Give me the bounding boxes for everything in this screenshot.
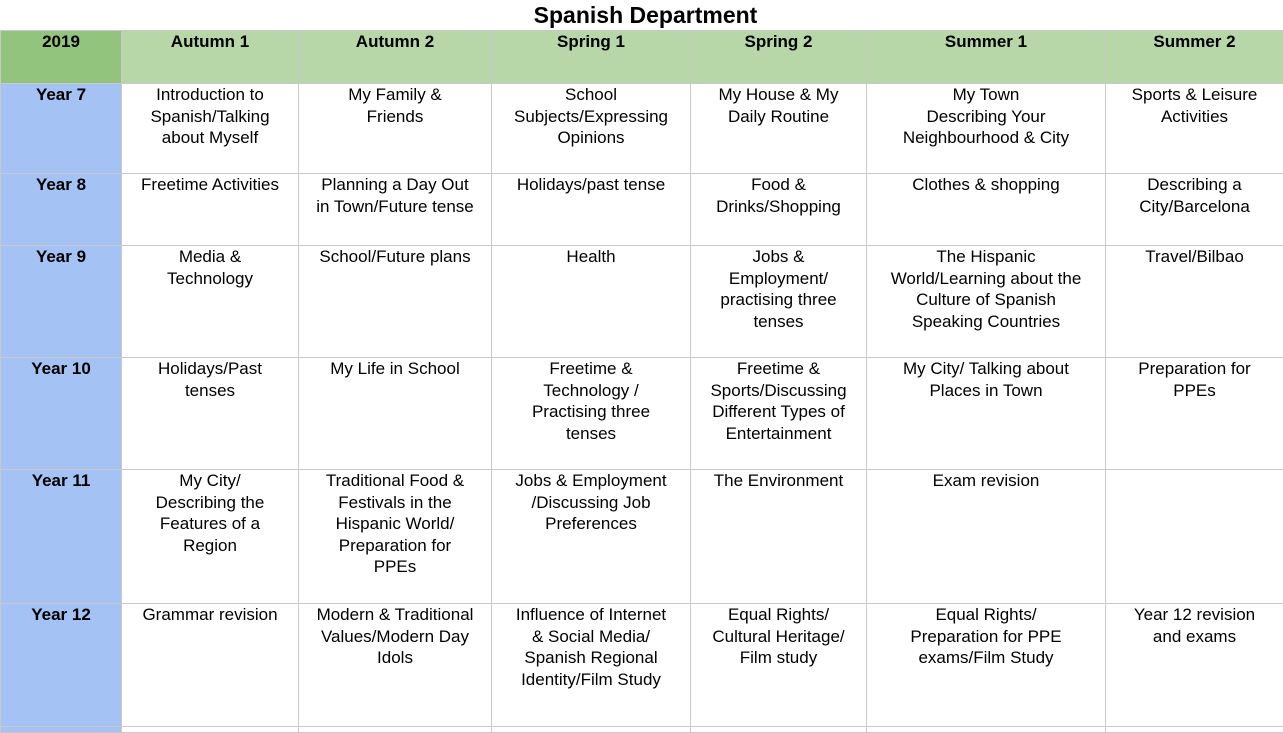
curriculum-table <box>0 30 1283 733</box>
table-cell[interactable] <box>299 246 492 358</box>
table-cell <box>299 727 492 733</box>
table-row <box>1 246 1283 358</box>
table-cell[interactable] <box>122 174 299 246</box>
cell-text: Freetime & Sports/Discussing Different Types of Entertainment <box>710 359 846 443</box>
table-cell[interactable] <box>492 604 691 727</box>
cell-text: Sports & Leisure Activities <box>1132 85 1258 126</box>
cell-text: My House & My Daily Routine <box>719 85 839 126</box>
cell-text: Freetime & Technology / Practising three tenses <box>532 359 650 443</box>
table-cell[interactable] <box>691 470 867 604</box>
cell-text: Equal Rights/ Cultural Heritage/ Film study <box>712 605 844 667</box>
cell-text: Influence of Internet & Social Media/ Spanish Regional Identity/Film Study <box>516 605 666 689</box>
row-header-year[interactable]: Year 8 <box>1 174 122 246</box>
cell-text: Equal Rights/ Preparation for PPE exams/Film Study <box>910 605 1061 667</box>
cell-text: My City/ Talking about Places in Town <box>903 359 1069 400</box>
table-cell[interactable] <box>1106 246 1283 358</box>
cell-text: Clothes & shopping <box>912 175 1059 194</box>
table-cell[interactable] <box>1106 84 1283 174</box>
cell-text: Exam revision <box>933 471 1040 490</box>
cell-text: Traditional Food & Festivals in the Hispanic World/ Preparation for PPEs <box>326 471 464 576</box>
term-header-autumn-2[interactable]: Autumn 2 <box>299 31 492 84</box>
cell-text: Modern & Traditional Values/Modern Day Idols <box>317 605 474 667</box>
table-cell <box>1106 727 1283 733</box>
table-cell[interactable] <box>1106 358 1283 470</box>
table-cell[interactable] <box>299 174 492 246</box>
cell-text: Jobs & Employment /Discussing Job Preferences <box>515 471 666 533</box>
cell-text: My Life in School <box>330 359 459 378</box>
table-cell[interactable] <box>299 470 492 604</box>
table-cell[interactable] <box>122 470 299 604</box>
cell-text: Holidays/Past tenses <box>158 359 262 400</box>
cell-text: The Environment <box>714 471 843 490</box>
row-header-empty <box>1 727 122 733</box>
table-row <box>1 84 1283 174</box>
row-header-year[interactable]: Year 11 <box>1 470 122 604</box>
table-cell[interactable] <box>492 84 691 174</box>
page-title: Spanish Department <box>0 0 1283 30</box>
table-cell[interactable] <box>492 246 691 358</box>
term-header-spring-1[interactable]: Spring 1 <box>492 31 691 84</box>
cell-text: My Family & Friends <box>348 85 442 126</box>
table-cell[interactable] <box>691 174 867 246</box>
table-cell[interactable] <box>691 246 867 358</box>
table-cell[interactable] <box>867 358 1106 470</box>
term-header-spring-2[interactable]: Spring 2 <box>691 31 867 84</box>
cell-text: The Hispanic World/Learning about the Culture of Spanish Speaking Countries <box>891 247 1082 331</box>
table-cell[interactable] <box>867 604 1106 727</box>
table-row <box>1 358 1283 470</box>
table-cell <box>122 727 299 733</box>
term-header-summer-1[interactable]: Summer 1 <box>867 31 1106 84</box>
cell-text: Introduction to Spanish/Talking about Myself <box>150 85 269 147</box>
table-cell[interactable] <box>1106 174 1283 246</box>
table-cell[interactable] <box>122 604 299 727</box>
table-cell[interactable] <box>1106 470 1283 604</box>
row-header-year[interactable]: Year 7 <box>1 84 122 174</box>
table-cell[interactable] <box>122 84 299 174</box>
table-cell[interactable] <box>1106 604 1283 727</box>
cell-text: Media & Technology <box>167 247 253 288</box>
cell-text: Freetime Activities <box>141 175 279 194</box>
term-header-autumn-1[interactable]: Autumn 1 <box>122 31 299 84</box>
cell-text: Holidays/past tense <box>517 175 665 194</box>
cell-text: Food & Drinks/Shopping <box>716 175 841 216</box>
table-cell[interactable] <box>867 84 1106 174</box>
table-row <box>1 470 1283 604</box>
table-cell <box>691 727 867 733</box>
cell-text: Travel/Bilbao <box>1145 247 1244 266</box>
cell-text: Jobs & Employment/ practising three tenses <box>720 247 836 331</box>
cell-text: Planning a Day Out in Town/Future tense <box>316 175 474 216</box>
table-cell[interactable] <box>691 358 867 470</box>
table-cell[interactable] <box>867 470 1106 604</box>
term-header-summer-2[interactable]: Summer 2 <box>1106 31 1283 84</box>
row-header-year[interactable]: Year 9 <box>1 246 122 358</box>
table-row <box>1 174 1283 246</box>
table-cell <box>492 727 691 733</box>
table-cell[interactable] <box>691 604 867 727</box>
table-cell <box>867 727 1106 733</box>
table-cell[interactable] <box>122 246 299 358</box>
table-cell[interactable] <box>867 246 1106 358</box>
table-cell[interactable] <box>299 84 492 174</box>
table-row <box>1 604 1283 727</box>
table-row <box>1 727 1283 733</box>
cell-text: My City/ Describing the Features of a Region <box>156 471 265 555</box>
cell-text: Describing a City/Barcelona <box>1139 175 1250 216</box>
table-cell[interactable] <box>867 174 1106 246</box>
table-cell[interactable] <box>492 470 691 604</box>
cell-text: Health <box>566 247 615 266</box>
table-cell[interactable] <box>122 358 299 470</box>
cell-text: Year 12 revision and exams <box>1134 605 1255 646</box>
table-cell[interactable] <box>299 604 492 727</box>
year-header-cell[interactable]: 2019 <box>1 31 122 84</box>
row-header-year[interactable]: Year 10 <box>1 358 122 470</box>
cell-text: My Town Describing Your Neighbourhood & City <box>903 85 1069 147</box>
header-row <box>1 31 1283 84</box>
table-cell[interactable] <box>492 358 691 470</box>
cell-text: School/Future plans <box>319 247 470 266</box>
table-cell[interactable] <box>691 84 867 174</box>
row-header-year[interactable]: Year 12 <box>1 604 122 727</box>
cell-text: Grammar revision <box>142 605 277 624</box>
cell-text: School Subjects/Expressing Opinions <box>514 85 668 147</box>
table-cell[interactable] <box>299 358 492 470</box>
cell-text: Preparation for PPEs <box>1138 359 1250 400</box>
table-cell[interactable] <box>492 174 691 246</box>
